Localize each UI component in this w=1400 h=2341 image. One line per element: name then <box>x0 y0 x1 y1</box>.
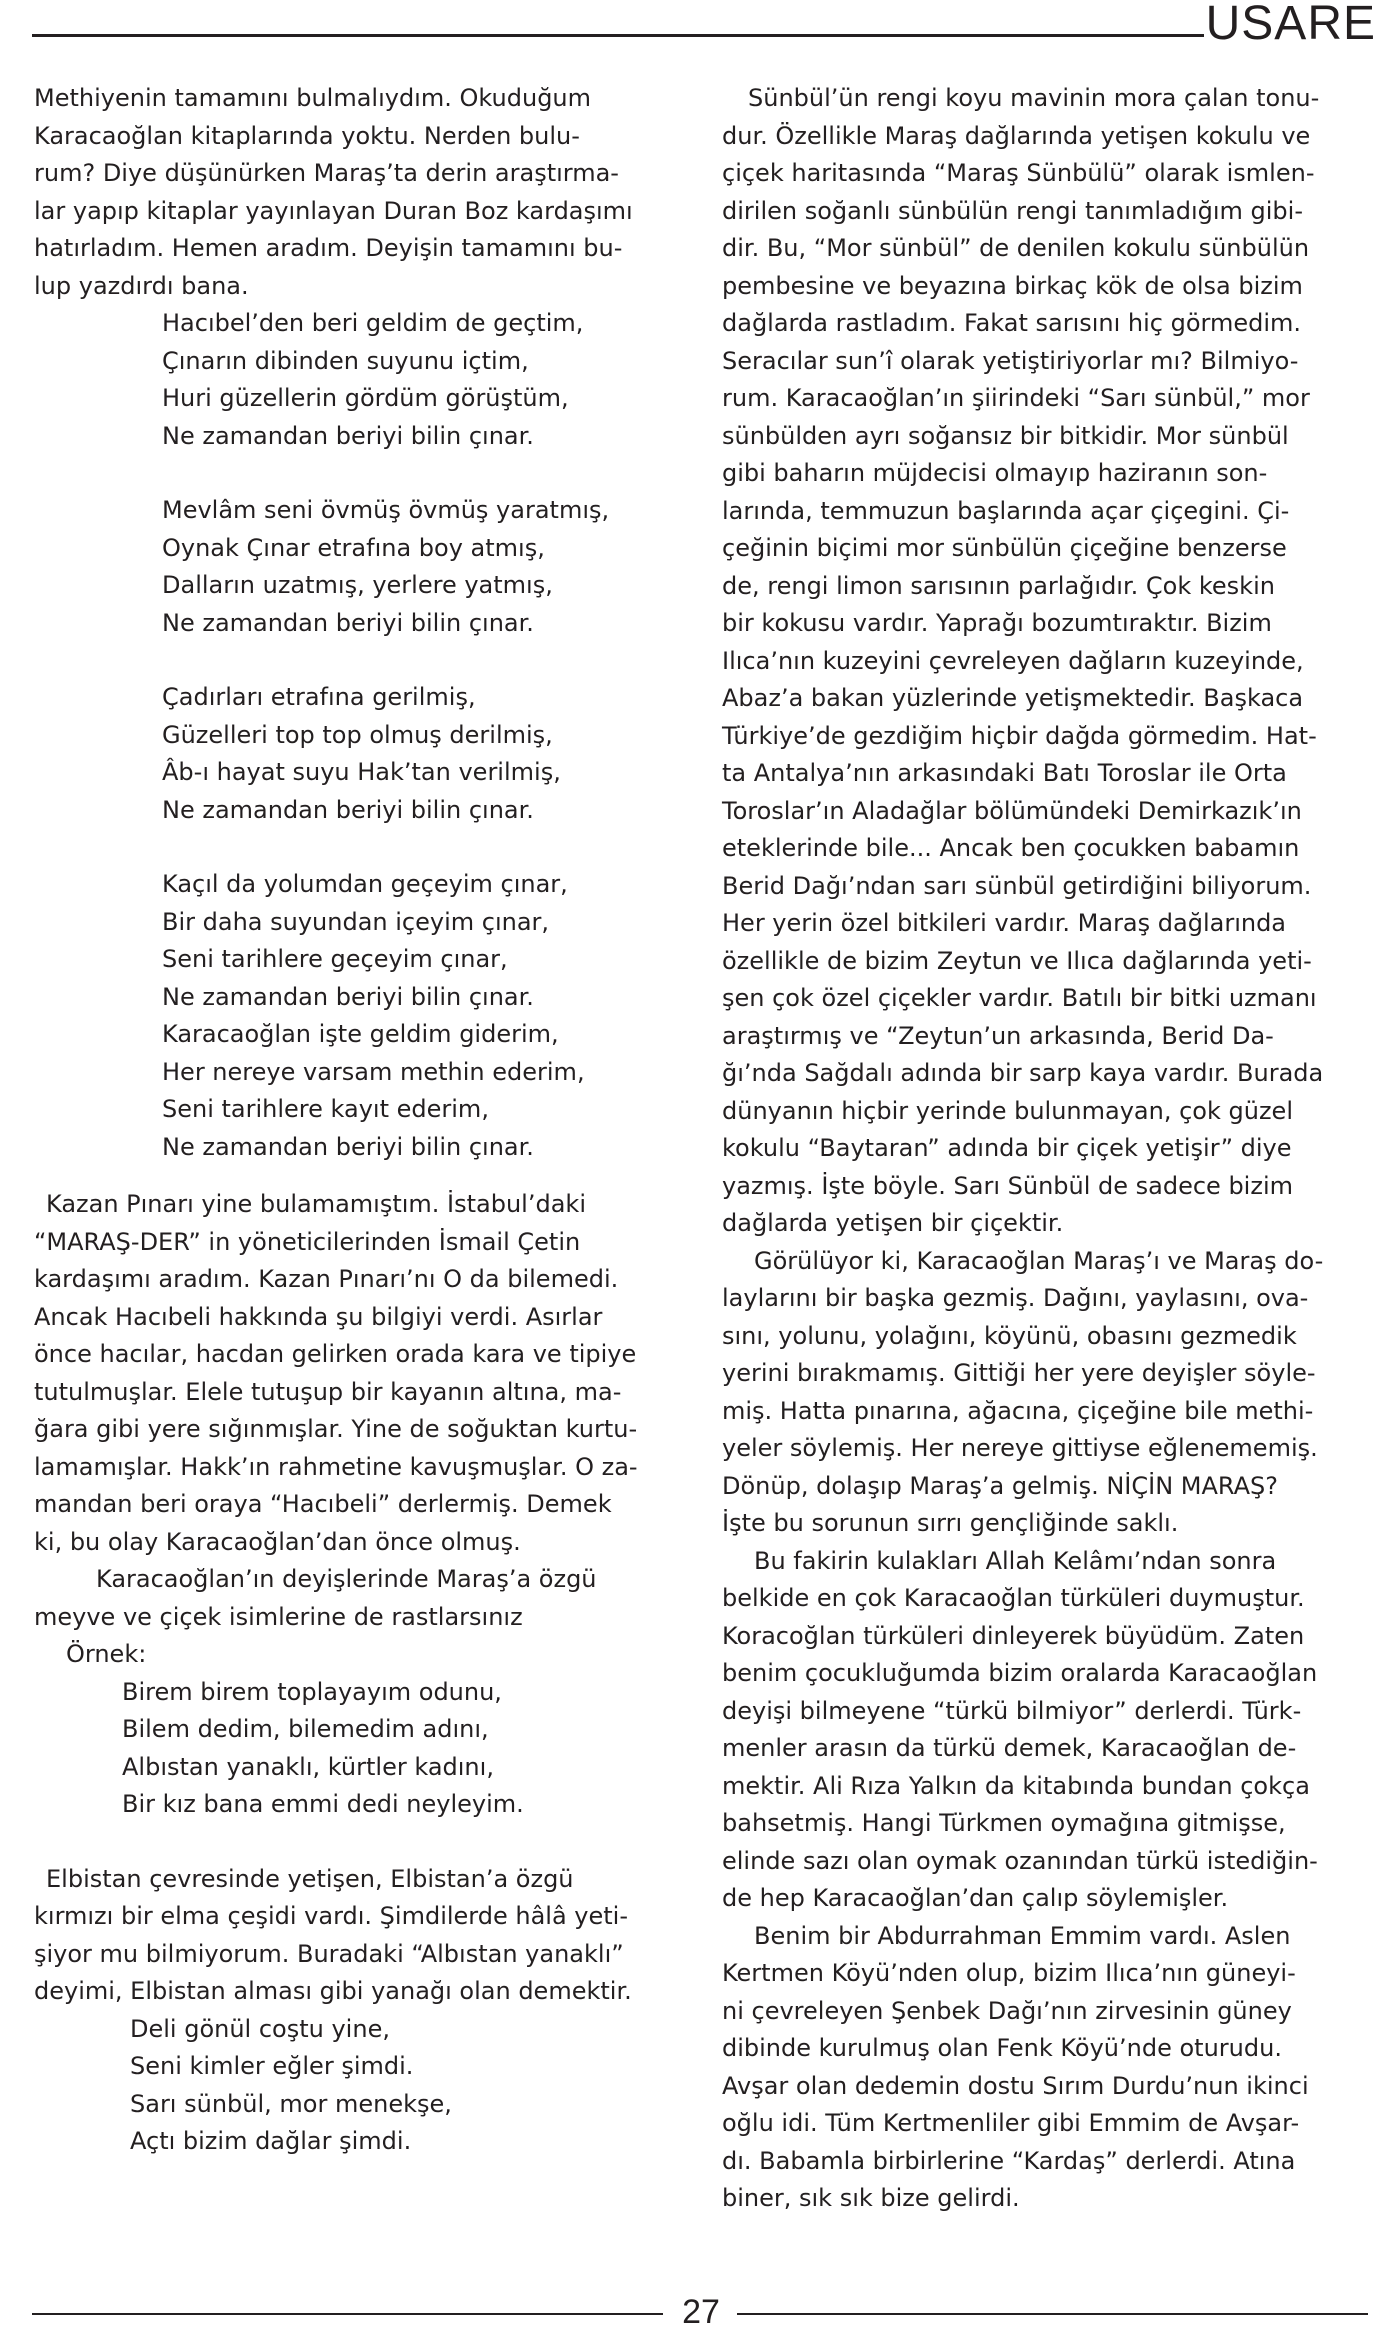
text-line: Türkiye’de gezdiğim hiçbir dağda görmedim. Hat- <box>722 721 1317 750</box>
verse-line: Dalların uzatmış, yerlere yatmış, <box>162 571 553 599</box>
example-label: Örnek: <box>66 1640 147 1668</box>
text-line: çiçek haritasında “Maraş Sünbülü” olarak ismlen- <box>722 159 1315 187</box>
header-rule <box>32 34 1204 37</box>
text-line: dirilen soğanlı sünbülün rengi tanımladığım gibi- <box>722 196 1303 225</box>
verse-line: Her nereye varsam methin ederim, <box>162 1057 585 1086</box>
text-line: şiyor mu bilmiyorum. Buradaki “Albıstan yanaklı” <box>34 1939 624 1968</box>
text-line: ğı’nda Sağdalı adında bir sarp kaya vardır. Burada <box>722 1059 1324 1087</box>
text-line: yerini bırakmamış. Gittiği her yere deyişler söyle- <box>722 1359 1316 1387</box>
text-line: lup yazdırdı bana. <box>34 271 249 300</box>
text-line: Karacaoğlan kitaplarında yoktu. Nerden bulu- <box>34 121 580 150</box>
verse-line: Seni kimler eğler şimdi. <box>130 2052 414 2080</box>
text-line: Görülüyor ki, Karacaoğlan Maraş’ı ve Maraş do- <box>754 1246 1324 1275</box>
text-line: deyişi bilmeyene “türkü bilmiyor” derlerdi. Türk- <box>722 1696 1302 1725</box>
text-line: larında, temmuzun başlarında açar çiçegini. Çi- <box>722 496 1290 525</box>
elbistan-paragraph <box>34 1861 662 2011</box>
karacaoglan-paragraph <box>722 1243 1350 1543</box>
text-line: menler arasın da türkü demek, Karacaoğlan de- <box>722 1734 1297 1762</box>
text-line: önce hacılar, hacdan gelirken orada kara ve tipiye <box>34 1340 637 1368</box>
text-line: lar yapıp kitaplar yayınlayan Duran Boz kardaşımı <box>34 196 633 225</box>
verse-line: Sarı sünbül, mor menekşe, <box>130 2089 452 2118</box>
kazan-paragraph <box>34 1186 662 1561</box>
text-line: Seracılar sun’î olarak yetiştiriyorlar mı? Bilmiyo- <box>722 346 1299 375</box>
text-line: dur. Özellikle Maraş dağlarında yetişen kokulu ve <box>722 121 1311 150</box>
text-line: mandan beri oraya “Hacıbeli” derlermiş. Demek <box>34 1490 612 1518</box>
stanza <box>162 492 662 642</box>
text-line: şen çok özel çiçekler vardır. Batılı bir bitki uzmanı <box>722 984 1317 1012</box>
text-line: Karacaoğlan’ın deyişlerinde Maraş’a özgü <box>96 1565 597 1593</box>
text-line: Elbistan çevresinde yetişen, Elbistan’a özgü <box>46 1864 574 1893</box>
text-line: kırmızı bir elma çeşidi vardı. Şimdilerde hâlâ yeti- <box>34 1902 628 1930</box>
text-line: yazmış. İşte böyle. Sarı Sünbül de sadece bizim <box>722 1171 1293 1200</box>
page-number: 27 <box>682 2293 720 2331</box>
text-line: rum. Karacaoğlan’ın şiirindeki “Sarı sünbül,” mor <box>722 384 1310 412</box>
sunbul-paragraph <box>722 80 1350 1243</box>
verse-line: Bir kız bana emmi dedi neyleyim. <box>122 1790 524 1818</box>
text-line: benim çocukluğumda bizim oralarda Karacaoğlan <box>722 1659 1318 1687</box>
text-line: eteklerinde bile... Ancak ben çocukken babamın <box>722 834 1300 862</box>
text-line: Koracoğlan türküleri dinleyerek büyüdüm. Zaten <box>722 1621 1305 1650</box>
verse-line: Güzelleri top top olmuş derilmiş, <box>162 720 553 749</box>
verse-line: Seni tarihlere geçeyim çınar, <box>162 945 508 973</box>
poem-birem <box>34 1674 662 1824</box>
text-line: Kazan Pınarı yine bulamamıştım. İstabul’daki <box>46 1190 586 1218</box>
verse-line: Ne zamandan beriyi bilin çınar. <box>162 1132 534 1161</box>
text-line: dünyanın hiçbir yerinde bulunmayan, çok güzel <box>722 1096 1293 1125</box>
poem-deli-gonul <box>34 2011 662 2161</box>
text-line: sünbülden ayrı soğansız bir bitkidir. Mor sünbül <box>722 421 1289 450</box>
text-line: meyve ve çiçek isimlerine de rastlarsınız <box>34 1602 523 1631</box>
text-line: lamamışlar. Hakk’ın rahmetine kavuşmuşlar. O za- <box>34 1452 638 1481</box>
text-line: Ancak Hacıbeli hakkında şu bilgiyi verdi. Asırlar <box>34 1302 603 1331</box>
verse-line: Ne zamandan beriyi bilin çınar. <box>162 608 534 637</box>
verse-line: Deli gönül coştu yine, <box>130 2014 390 2043</box>
text-line: dı. Babamla birbirlerine “Kardaş” derlerdi. Atına <box>722 2146 1296 2175</box>
text-line: de hep Karacaoğlan’dan çalıp söylemişler. <box>722 1884 1229 1912</box>
verse-line: Çınarın dibinden suyunu içtim, <box>162 346 529 375</box>
text-line: mektir. Ali Rıza Yalkın da kitabında bundan çokça <box>722 1771 1310 1800</box>
text-line: tutulmuşlar. Elele tutuşup bir kayanın altına, ma- <box>34 1377 622 1406</box>
text-line: hatırladım. Hemen aradım. Deyişin tamamını bu- <box>34 234 623 262</box>
footer-rule-right <box>737 2313 1368 2315</box>
verse-line: Ne zamandan beriyi bilin çınar. <box>162 795 534 824</box>
text-line: dir. Bu, “Mor sünbül” de denilen kokulu sünbülün <box>722 234 1310 262</box>
verse-line: Huri güzellerin gördüm görüştüm, <box>162 384 569 412</box>
verse-line: Bir daha suyundan içeyim çınar, <box>162 907 550 936</box>
text-line: dağlarda yetişen bir çiçektir. <box>722 1209 1064 1237</box>
verse-line: Çadırları etrafına gerilmiş, <box>162 683 476 711</box>
text-line: özellikle de bizim Zeytun ve Ilıca dağlarında yeti- <box>722 946 1312 975</box>
right-column <box>722 80 1350 2218</box>
text-line: belkide en çok Karacaoğlan türküleri duymuştur. <box>722 1584 1305 1612</box>
text-line: dibinde kurulmuş olan Fenk Köyü’nde oturudu. <box>722 2034 1282 2062</box>
text-line: bir kokusu vardır. Yaprağı bozumtıraktır. Bizim <box>722 609 1272 637</box>
text-line: kokulu “Baytaran” adında bir çiçek yetişir” diye <box>722 1134 1292 1162</box>
stanza-gap <box>162 455 662 492</box>
text-line: Berid Dağı’ndan sarı sünbül getirdiğini biliyorum. <box>722 871 1312 900</box>
text-line: yeler söylemiş. Her nereye gittiyse eğlenememiş. <box>722 1434 1318 1462</box>
spacer <box>34 1824 662 1861</box>
footer-rule-left <box>32 2313 663 2315</box>
text-line: Benim bir Abdurrahman Emmim vardı. Aslen <box>754 1921 1291 1950</box>
text-line: ki, bu olay Karacaoğlan’dan önce olmuş. <box>34 1527 521 1556</box>
verse-line: Birem birem toplayayım odunu, <box>122 1677 502 1706</box>
stanza-gap <box>162 829 662 866</box>
text-line: biner, sık sık bize gelirdi. <box>722 2184 1020 2212</box>
text-line: Avşar olan dedemin dostu Sırım Durdu’nun ikinci <box>722 2071 1309 2100</box>
memories-paragraph <box>722 1543 1350 1918</box>
text-line: miş. Hatta pınarına, ağacına, çiçeğine bile methi- <box>722 1396 1314 1425</box>
text-line: araştırmış ve “Zeytun’un arkasında, Berid Da- <box>722 1021 1274 1050</box>
verse-line: Ne zamandan beriyi bilin çınar. <box>162 982 534 1011</box>
verse-line: Hacıbel’den beri geldim de geçtim, <box>162 309 584 337</box>
text-line: laylarını bir başka gezmiş. Dağını, yaylasını, ova- <box>722 1284 1309 1312</box>
text-line: Sünbül’ün rengi koyu mavinin mora çalan tonu- <box>748 84 1320 112</box>
verse-line: Oynak Çınar etrafına boy atmış, <box>162 533 545 562</box>
verse-line: Kaçıl da yolumdan geçeyim çınar, <box>162 870 568 898</box>
stanza <box>162 866 662 1166</box>
text-line: “MARAŞ-DER” in yöneticilerinden İsmail Çetin <box>34 1227 581 1256</box>
verse-line: Ne zamandan beriyi bilin çınar. <box>162 421 534 450</box>
intro-paragraph <box>34 80 662 305</box>
text-line: deyimi, Elbistan alması gibi yanağı olan demektir. <box>34 1977 632 2005</box>
text-line: kardaşımı aradım. Kazan Pınarı’nı O da bilemedi. <box>34 1265 619 1293</box>
text-line: ni çevreleyen Şenbek Dağı’nın zirvesinin güney <box>722 1996 1292 2025</box>
spacer <box>34 1166 662 1186</box>
text-line: Her yerin özel bitkileri vardır. Maraş dağlarında <box>722 909 1287 937</box>
text-line: Bu fakirin kulakları Allah Kelâmı’ndan sonra <box>754 1546 1277 1575</box>
verse-line: Açtı bizim dağlar şimdi. <box>130 2127 412 2155</box>
text-line: Dönüp, dolaşıp Maraş’a gelmiş. NİÇİN MARAŞ? <box>722 1471 1279 1500</box>
text-line: Toroslar’ın Aladağlar bölümündeki Demirkazık’ın <box>722 796 1302 825</box>
text-line: oğlu idi. Tüm Kertmenliler gibi Emmim de Avşar- <box>722 2109 1300 2137</box>
poem-cinar <box>34 305 662 1166</box>
verse-line: Karacaoğlan işte geldim giderim, <box>162 1020 559 1048</box>
magazine-title: USARE <box>1205 0 1376 50</box>
note-paragraph <box>34 1561 662 1636</box>
text-line: Abaz’a bakan yüzlerinde yetişmektedir. Başkaca <box>722 684 1304 712</box>
text-line: de, rengi limon sarısının parlağıdır. Çok keskin <box>722 571 1275 600</box>
text-line: sını, yolunu, yolağını, köyünü, obasını gezmedik <box>722 1321 1297 1350</box>
text-line: çeğinin biçimi mor sünbülün çiçeğine benzerse <box>722 534 1287 562</box>
text-line: Kertmen Köyü’nden olup, bizim Ilıca’nın güneyi- <box>722 1959 1296 1987</box>
text-line: Methiyenin tamamını bulmalıydım. Okuduğum <box>34 84 592 112</box>
text-line: İşte bu sorunun sırrı gençliğinde saklı. <box>722 1509 1179 1537</box>
stanza <box>162 679 662 829</box>
text-line: Ilıca’nın kuzeyini çevreleyen dağların kuzeyinde, <box>722 646 1304 675</box>
stanza-gap <box>162 642 662 679</box>
verse-line: Bilem dedim, bilemedim adını, <box>122 1715 489 1743</box>
verse-line: Âb-ı hayat suyu Hak’tan verilmiş, <box>162 758 561 786</box>
text-line: bahsetmiş. Hangi Türkmen oymağına gitmişse, <box>722 1809 1286 1837</box>
stanza <box>162 305 662 455</box>
text-line: dağlarda rastladım. Fakat sarısını hiç görmedim. <box>722 309 1302 337</box>
abdurrahman-paragraph <box>722 1918 1350 2218</box>
text-line: ğara gibi yere sığınmışlar. Yine de soğuktan kurtu- <box>34 1415 638 1443</box>
verse-line: Seni tarihlere kayıt ederim, <box>162 1095 489 1123</box>
text-line: rum? Diye düşünürken Maraş’ta derin araştırma- <box>34 159 619 187</box>
left-column <box>34 80 662 2161</box>
verse-line: Mevlâm seni övmüş övmüş yaratmış, <box>162 496 610 524</box>
text-line: elinde sazı olan oymak ozanından türkü istediğin- <box>722 1846 1318 1875</box>
text-line: gibi baharın müjdecisi olmayıp haziranın son- <box>722 459 1268 487</box>
text-line: pembesine ve beyazına birkaç kök de olsa bizim <box>722 271 1303 300</box>
verse-line: Albıstan yanaklı, kürtler kadını, <box>122 1752 494 1781</box>
text-line: ta Antalya’nın arkasındaki Batı Toroslar ile Orta <box>722 759 1287 787</box>
